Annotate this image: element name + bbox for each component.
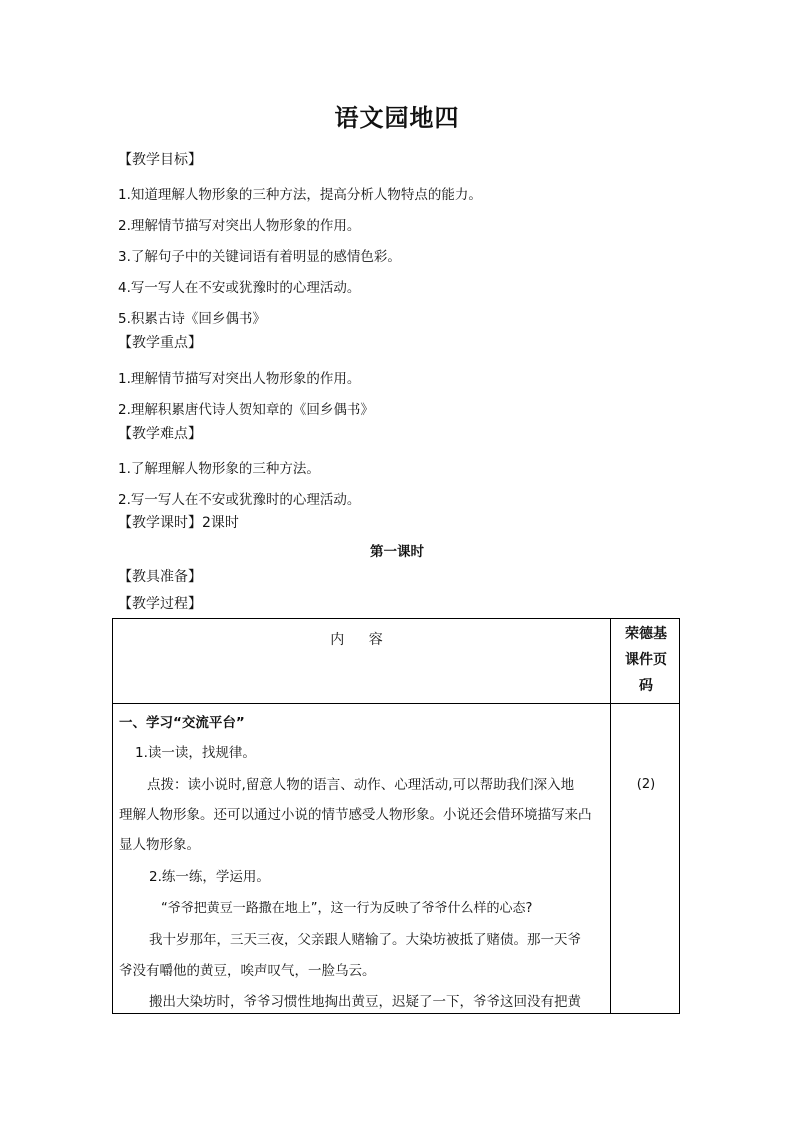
table-line: 显人物形象。 xyxy=(119,837,200,853)
key-points-heading: 【教学重点】 xyxy=(118,335,202,351)
objective-item: 4.写一写人在不安或犹豫时的心理活动。 xyxy=(118,280,361,296)
table-line: 点拨：读小说时,留意人物的语言、动作、心理活动,可以帮助我们深入地 xyxy=(147,777,575,793)
difficulties-heading: 【教学难点】 xyxy=(118,426,202,442)
table-line: 我十岁那年，三天三夜，父亲跟人赌输了。大染坊被抵了赌债。那一天爷 xyxy=(149,932,581,948)
table-line: 2.练一练，学运用。 xyxy=(149,869,270,885)
key-point-item: 1.理解情节描写对突出人物形象的作用。 xyxy=(118,371,361,387)
difficulty-item: 1.了解理解人物形象的三种方法。 xyxy=(118,461,320,477)
process-table xyxy=(112,618,680,1014)
key-point-item: 2.理解积累唐代诗人贺知章的《回乡偶书》 xyxy=(118,402,374,418)
section-heading: 一、学习“交流平台” xyxy=(119,715,245,731)
lesson-title: 第一课时 xyxy=(370,544,424,560)
header-side xyxy=(611,621,681,699)
materials-heading: 【教具准备】 xyxy=(118,569,202,585)
header-divider xyxy=(113,703,679,704)
objective-item: 3.了解句子中的关键词语有着明显的感情色彩。 xyxy=(118,249,401,265)
header-side-line: 码 xyxy=(639,678,653,694)
table-line: 1.读一读，找规律。 xyxy=(135,745,256,761)
objective-item: 5.积累古诗《回乡偶书》 xyxy=(118,311,266,327)
header-side-line: 课件页 xyxy=(625,652,667,668)
class-hours: 【教学课时】2课时 xyxy=(118,515,239,531)
objective-item: 2.理解情节描写对突出人物形象的作用。 xyxy=(118,218,361,234)
objectives-heading: 【教学目标】 xyxy=(118,152,202,168)
page-code: (2) xyxy=(636,777,656,792)
table-line: “爷爷把黄豆一路撒在地上”，这一行为反映了爷爷什么样的心态? xyxy=(161,901,533,916)
table-line: 搬出大染坊时，爷爷习惯性地掏出黄豆，迟疑了一下，爷爷这回没有把黄 xyxy=(149,994,581,1010)
page-title: 语文园地四 xyxy=(334,104,460,132)
header-content: 内 容 xyxy=(330,632,393,648)
table-line: 理解人物形象。还可以通过小说的情节感受人物形象。小说还会借环境描写来凸 xyxy=(119,807,592,823)
difficulty-item: 2.写一写人在不安或犹豫时的心理活动。 xyxy=(118,492,361,508)
process-heading: 【教学过程】 xyxy=(118,596,202,612)
header-side-line: 荣德基 xyxy=(625,626,667,642)
table-line: 爷没有嚼他的黄豆，唉声叹气，一脸乌云。 xyxy=(119,963,376,979)
objective-item: 1.知道理解人物形象的三种方法，提高分析人物特点的能力。 xyxy=(118,187,482,203)
